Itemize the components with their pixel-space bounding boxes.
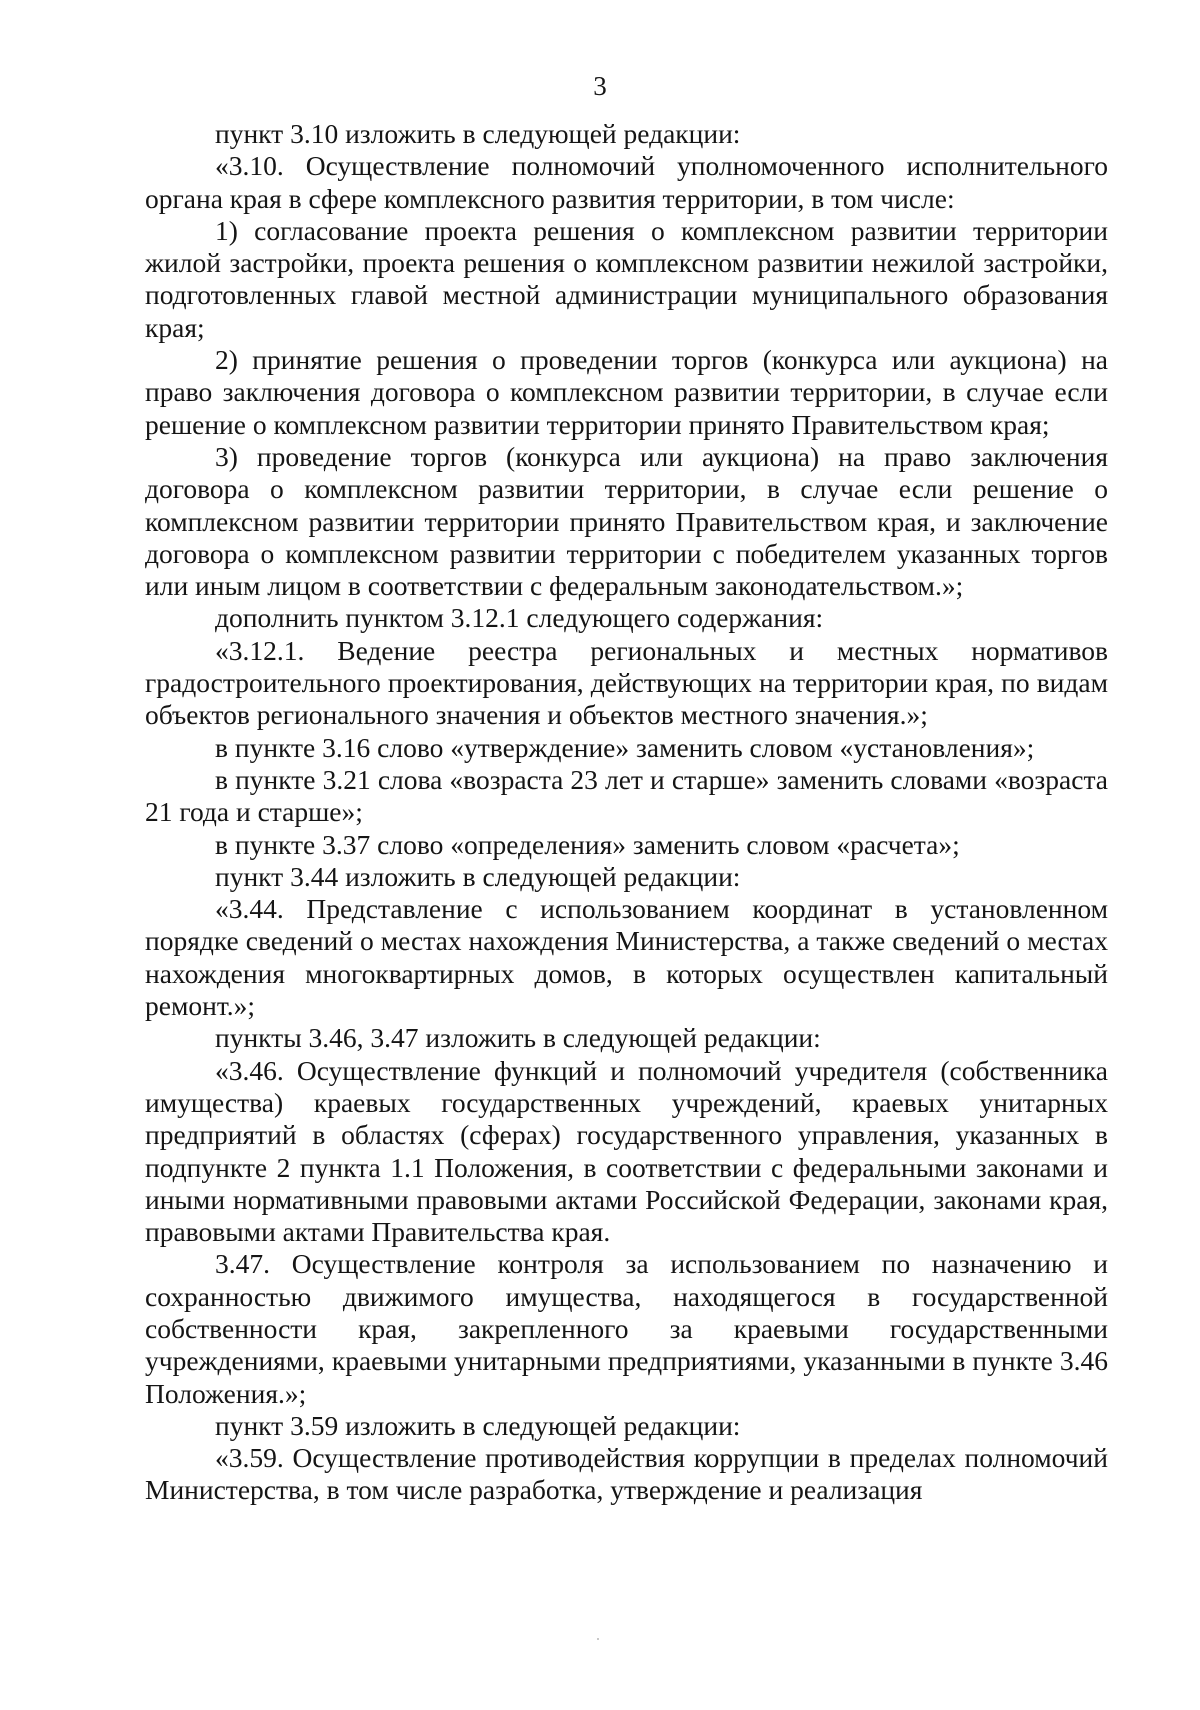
paragraph-3-59: «3.59. Осуществление противодействия коррупции в пределах полномочий Министерства, в том числе разработка, утверждение и реализация bbox=[145, 1442, 1108, 1506]
paragraph-3-47: 3.47. Осуществление контроля за использованием по назначению и сохранностью движимого имущества, находящегося в государственной собственности края, закрепленного за краевыми государственными учреждениями, краевыми унитарными предприятиями, указанными в пункте 3.46 Положения.»; bbox=[145, 1248, 1108, 1409]
paragraph-3-46: «3.46. Осуществление функций и полномочий учредителя (собственника имущества) краевых государственных учреждений, краевых унитарных предприятий в областях (сферах) государственного управления, указанных в подпункте 2 пункта 1.1 Положения, в соответствии с федеральными законами и иными нормативными правовыми актами Российской Федерации, законами края, правовыми актами Правительства края. bbox=[145, 1054, 1108, 1248]
paragraph-amend-3-59-intro: пункт 3.59 изложить в следующей редакции: bbox=[215, 1409, 741, 1441]
paragraph-amend-3-46-3-47-intro: пункты 3.46, 3.47 изложить в следующей редакции: bbox=[215, 1022, 821, 1054]
paragraph-3-44: «3.44. Представление с использованием координат в установленном порядке сведений о местах нахождения Министерства, а также сведений о местах нахождения многоквартирных домов, в которых осуществлен капитальный ремонт.»; bbox=[145, 893, 1108, 1022]
page-number: 3 bbox=[593, 71, 607, 101]
paragraph-3-10-item-1: 1) согласование проекта решения о комплексном развитии территории жилой застройки, проекта решения о комплексном развитии нежилой застройки, подготовленных главой местной администрации муниципального образования края; bbox=[145, 214, 1108, 343]
paragraph-3-10-item-2: 2) принятие решения о проведении торгов (конкурса или аукциона) на право заключения договора о комплексном развитии территории, в случае если решение о комплексном развитии территории принято Правительством края; bbox=[145, 344, 1108, 440]
paragraph-add-3-12-1-intro: дополнить пунктом 3.12.1 следующего содержания: bbox=[215, 602, 824, 634]
paragraph-amend-3-37: в пункте 3.37 слово «определения» заменить словом «расчета»; bbox=[215, 828, 960, 860]
paragraph-amend-3-10-intro: пункт 3.10 изложить в следующей редакции: bbox=[215, 118, 741, 149]
paragraph-amend-3-16: в пункте 3.16 слово «утверждение» заменить словом «установления»; bbox=[215, 731, 1035, 763]
paragraph-amend-3-21: в пункте 3.21 слова «возраста 23 лет и старше» заменить словами «возраста 21 года и старше»; bbox=[145, 763, 1108, 828]
paragraph-amend-3-44-intro: пункт 3.44 изложить в следующей редакции: bbox=[215, 860, 741, 892]
paragraph-3-10: «3.10. Осуществление полномочий уполномоченного исполнительного органа края в сфере комплексного развития территории, в том числе: bbox=[145, 150, 1108, 214]
paragraph-3-10-item-3: 3) проведение торгов (конкурса или аукциона) на право заключения договора о комплексном развитии территории, в случае если решение о комплексном развитии территории принято Правительством края, и заключение договора о комплексном развитии территории с победителем указанных торгов или иным лицом в соответствии с федеральным законодательством.»; bbox=[145, 440, 1108, 602]
document-body bbox=[145, 118, 1108, 1507]
paragraph-3-12-1: «3.12.1. Ведение реестра региональных и местных нормативов градостроительного проектирования, действующих на территории края, по видам объектов регионального значения и объектов местного значения.»; bbox=[145, 634, 1108, 731]
scan-artifact bbox=[597, 1638, 599, 1640]
